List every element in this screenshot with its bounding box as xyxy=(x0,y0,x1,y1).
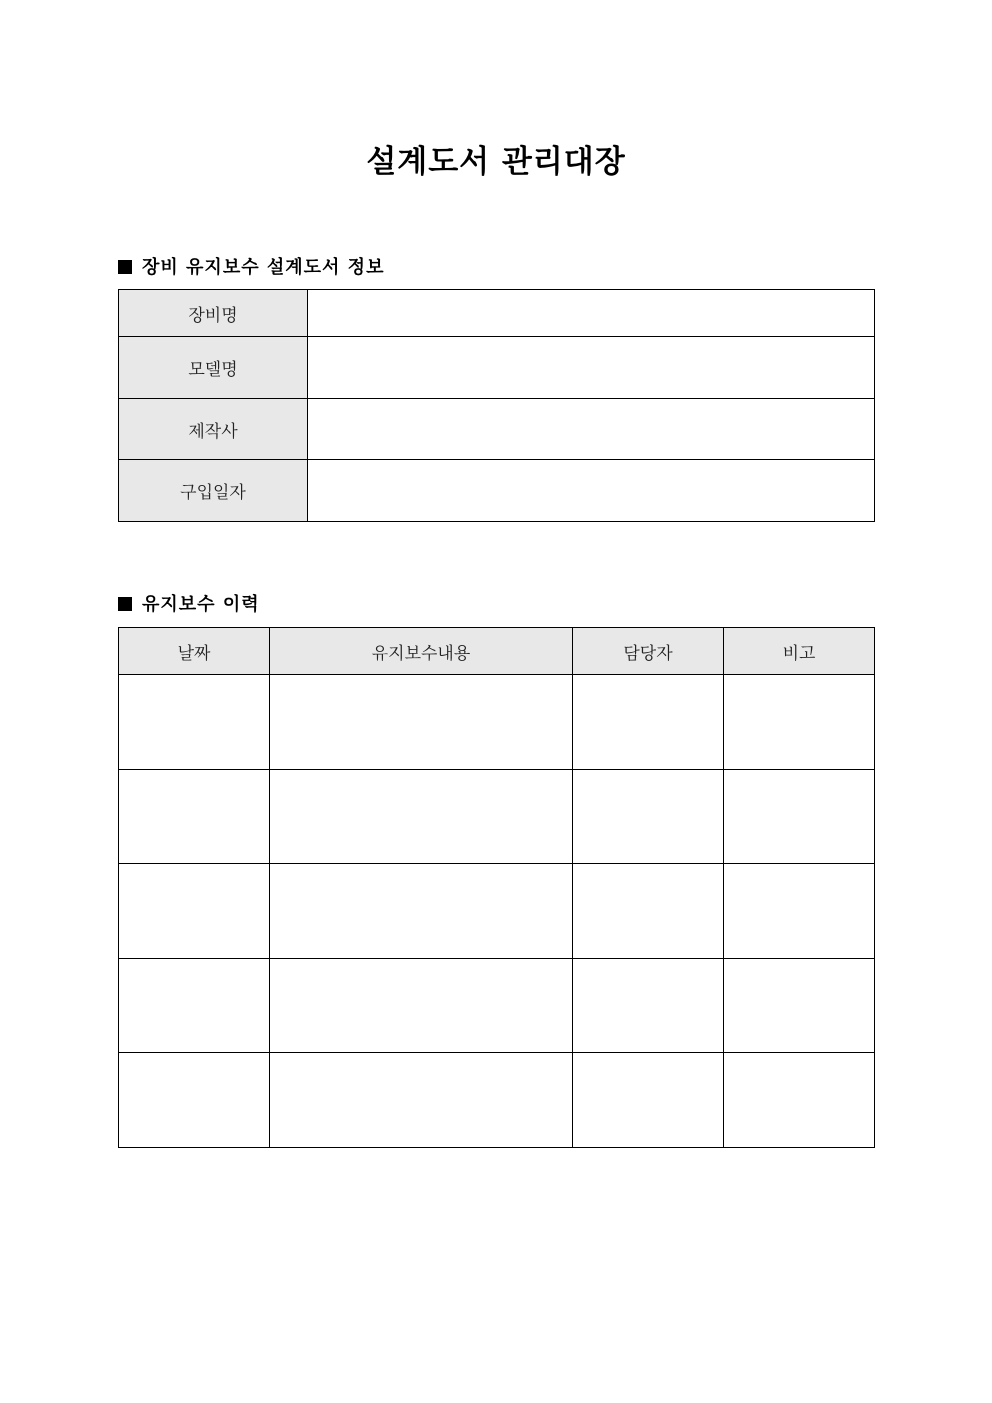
square-bullet-icon xyxy=(118,597,132,611)
column-header-person-in-charge: 담당자 xyxy=(573,628,724,675)
cell-remarks[interactable] xyxy=(724,770,875,864)
cell-remarks[interactable] xyxy=(724,864,875,959)
info-value-equipment-name[interactable] xyxy=(308,290,875,337)
history-row xyxy=(119,770,875,864)
info-row xyxy=(119,290,875,337)
history-row xyxy=(119,864,875,959)
column-header-remarks: 비고 xyxy=(724,628,875,675)
info-label-purchase-date: 구입일자 xyxy=(119,460,308,522)
info-label-equipment-name: 장비명 xyxy=(119,290,308,337)
cell-maintenance-content[interactable] xyxy=(270,959,573,1053)
cell-remarks[interactable] xyxy=(724,959,875,1053)
info-section-heading-text: 장비 유지보수 설계도서 정보 xyxy=(142,257,385,278)
cell-date[interactable] xyxy=(119,770,270,864)
cell-date[interactable] xyxy=(119,959,270,1053)
cell-date[interactable] xyxy=(119,1053,270,1148)
cell-maintenance-content[interactable] xyxy=(270,675,573,770)
cell-remarks[interactable] xyxy=(724,1053,875,1148)
info-label-manufacturer: 제작사 xyxy=(119,399,308,460)
cell-maintenance-content[interactable] xyxy=(270,864,573,959)
history-row xyxy=(119,1053,875,1148)
cell-person-in-charge[interactable] xyxy=(573,959,724,1053)
cell-person-in-charge[interactable] xyxy=(573,675,724,770)
info-row xyxy=(119,337,875,399)
info-value-purchase-date[interactable] xyxy=(308,460,875,522)
document-title: 설계도서 관리대장 xyxy=(366,144,626,180)
column-header-date: 날짜 xyxy=(119,628,270,675)
maintenance-history-table xyxy=(118,627,875,1148)
cell-maintenance-content[interactable] xyxy=(270,1053,573,1148)
cell-remarks[interactable] xyxy=(724,675,875,770)
cell-date[interactable] xyxy=(119,864,270,959)
info-label-model-name: 모델명 xyxy=(119,337,308,399)
history-section-heading-text: 유지보수 이력 xyxy=(142,594,260,615)
history-row xyxy=(119,675,875,770)
history-row xyxy=(119,959,875,1053)
info-section-heading xyxy=(118,253,384,279)
info-row xyxy=(119,460,875,522)
cell-maintenance-content[interactable] xyxy=(270,770,573,864)
info-row xyxy=(119,399,875,460)
square-bullet-icon xyxy=(118,260,132,274)
equipment-info-table xyxy=(118,289,875,522)
history-section-heading xyxy=(118,590,260,616)
history-header-row xyxy=(119,628,875,675)
cell-date[interactable] xyxy=(119,675,270,770)
info-value-manufacturer[interactable] xyxy=(308,399,875,460)
info-value-model-name[interactable] xyxy=(308,337,875,399)
cell-person-in-charge[interactable] xyxy=(573,864,724,959)
cell-person-in-charge[interactable] xyxy=(573,1053,724,1148)
column-header-maintenance-content: 유지보수내용 xyxy=(270,628,573,675)
cell-person-in-charge[interactable] xyxy=(573,770,724,864)
